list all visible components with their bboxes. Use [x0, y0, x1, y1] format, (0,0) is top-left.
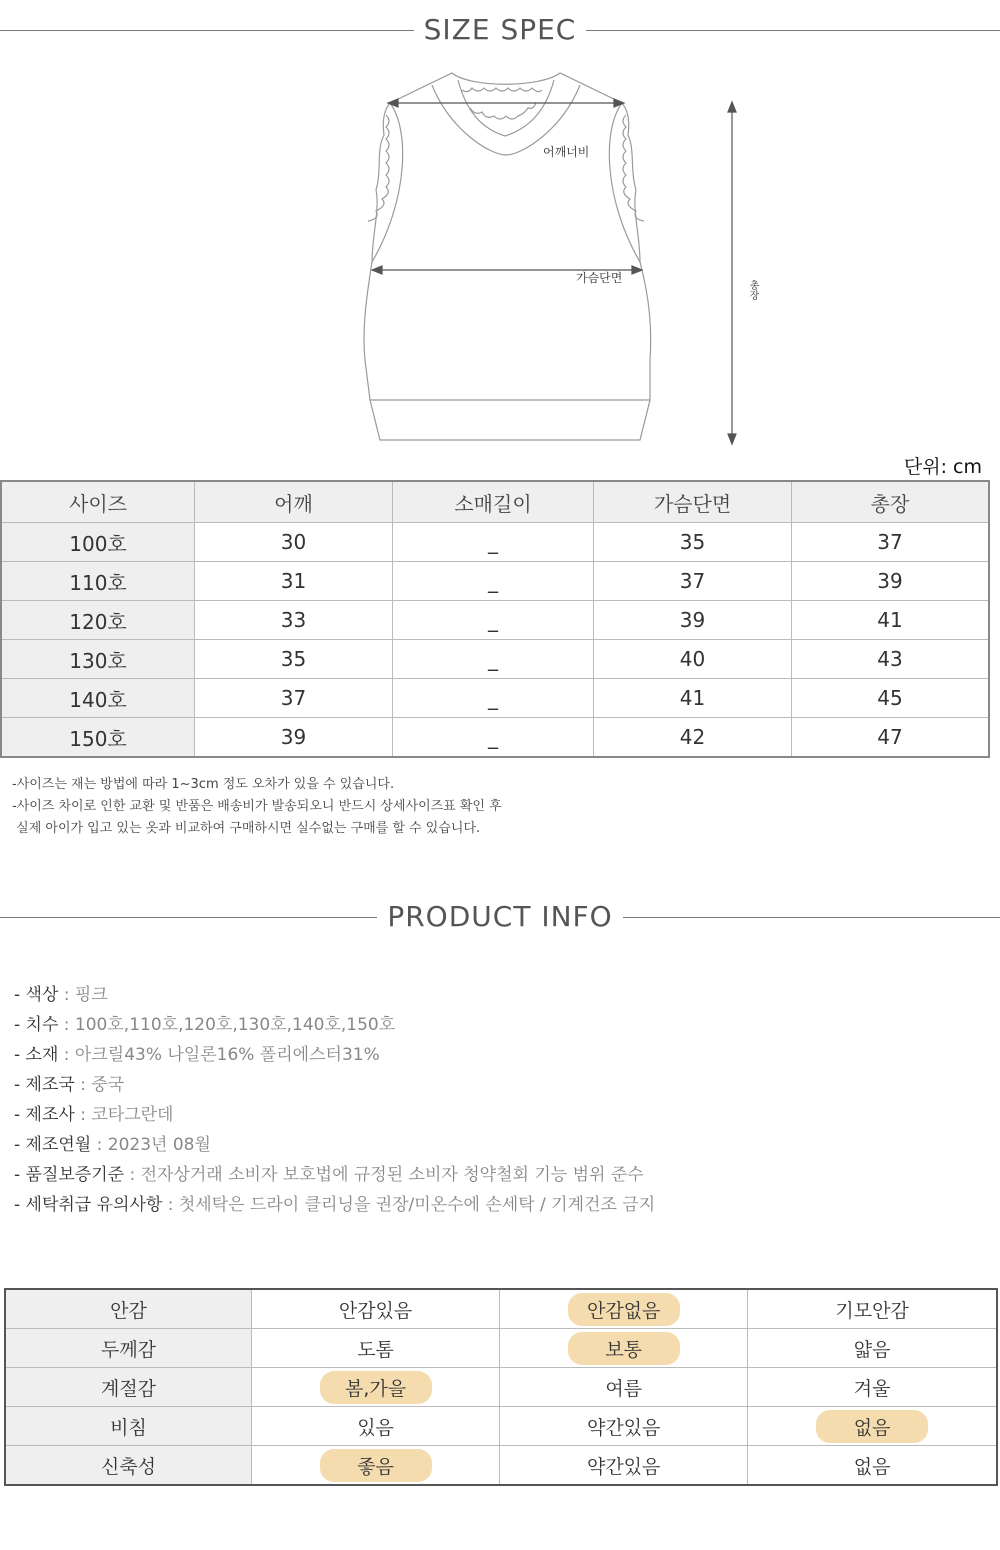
chest-label: 가슴단면	[576, 271, 623, 285]
shoulder-cell: 31	[195, 562, 393, 601]
chest-cell: 39	[594, 601, 792, 640]
property-label: 신축성	[5, 1446, 252, 1486]
length-cell: 45	[792, 679, 990, 718]
option-pill: 기모안감	[835, 1299, 909, 1322]
property-label: 비침	[5, 1407, 252, 1446]
table-row	[1, 562, 989, 601]
size-cell: 110호	[1, 562, 195, 601]
shoulder-label: 어깨너비	[543, 145, 590, 159]
property-row-seethrough	[5, 1407, 997, 1446]
sleeve-cell: _	[393, 679, 594, 718]
option-pill: 겨울	[853, 1377, 891, 1400]
option-pill: 여름	[605, 1377, 643, 1400]
properties-table	[4, 1288, 998, 1486]
option-pill: 보통	[568, 1332, 680, 1365]
option-pill: 좋음	[320, 1449, 432, 1482]
unit-label: 단위: cm	[903, 456, 982, 478]
table-row	[1, 601, 989, 640]
chest-cell: 40	[594, 640, 792, 679]
header-sleeve: 소매길이	[393, 481, 594, 523]
chest-cell: 41	[594, 679, 792, 718]
option-pill: 있음	[357, 1416, 394, 1439]
option-pill: 안감없음	[568, 1293, 680, 1326]
property-label: 두께감	[5, 1329, 252, 1368]
property-label: 안감	[5, 1289, 252, 1329]
option-pill: 도톰	[357, 1338, 394, 1361]
length-cell: 43	[792, 640, 990, 679]
chest-cell: 42	[594, 718, 792, 758]
header-chest: 가슴단면	[594, 481, 792, 523]
product-info-heading	[0, 897, 1000, 937]
table-row	[1, 718, 989, 758]
shoulder-cell: 39	[195, 718, 393, 758]
option-pill: 없음	[853, 1455, 891, 1478]
header-shoulder: 어깨	[195, 481, 393, 523]
size-table-header	[1, 481, 989, 523]
note-line: -사이즈 차이로 인한 교환 및 반품은 배송비가 발송되오니 반드시 상세사이즈표 확인 후	[12, 799, 502, 814]
option-pill: 안감있음	[338, 1299, 413, 1322]
info-item-date: - 제조연월 : 2023년 08월	[14, 1135, 211, 1155]
info-item-size: - 치수 : 100호,110호,120호,130호,140호,150호	[14, 1015, 396, 1035]
header-size: 사이즈	[1, 481, 195, 523]
header-length: 총장	[792, 481, 990, 523]
vest-diagram	[340, 60, 780, 460]
length-cell: 39	[792, 562, 990, 601]
info-item-manufacturer: - 제조사 : 코타그란데	[14, 1105, 174, 1125]
note-line: -사이즈는 재는 방법에 따라 1~3cm 정도 오차가 있을 수 있습니다.	[12, 777, 395, 792]
length-cell: 47	[792, 718, 990, 758]
shoulder-cell: 30	[195, 523, 393, 562]
length-label: 총장	[747, 280, 758, 300]
property-row-thickness	[5, 1329, 997, 1368]
sleeve-cell: _	[393, 562, 594, 601]
size-cell: 130호	[1, 640, 195, 679]
property-row-season	[5, 1368, 997, 1407]
size-spec-heading	[0, 10, 1000, 50]
shoulder-cell: 35	[195, 640, 393, 679]
table-row	[1, 679, 989, 718]
sleeve-cell: _	[393, 523, 594, 562]
sleeve-cell: _	[393, 640, 594, 679]
size-cell: 120호	[1, 601, 195, 640]
note-line: 실제 아이가 입고 있는 옷과 비교하여 구매하시면 실수없는 구매를 할 수 있습니다.	[12, 821, 481, 836]
chest-cell: 37	[594, 562, 792, 601]
table-row	[1, 640, 989, 679]
size-cell: 150호	[1, 718, 195, 758]
option-pill: 약간있음	[586, 1416, 661, 1439]
info-item-warranty: - 품질보증기준 : 전자상거래 소비자 보호법에 규정된 소비자 청약철회 기능 범위 준수	[14, 1165, 644, 1185]
product-info-title: PRODUCT INFO	[377, 900, 622, 933]
option-pill: 약간있음	[586, 1455, 661, 1478]
chest-cell: 35	[594, 523, 792, 562]
sleeve-cell: _	[393, 718, 594, 758]
info-item-material: - 소재 : 아크릴43% 나일론16% 폴리에스터31%	[14, 1045, 380, 1065]
option-pill: 없음	[816, 1410, 928, 1443]
size-notes	[12, 774, 502, 840]
option-pill: 얇음	[853, 1338, 891, 1361]
info-item-color: - 색상 : 핑크	[14, 985, 108, 1005]
property-row-stretch	[5, 1446, 997, 1486]
sleeve-cell: _	[393, 601, 594, 640]
info-item-country: - 제조국 : 중국	[14, 1075, 125, 1095]
length-cell: 37	[792, 523, 990, 562]
size-cell: 140호	[1, 679, 195, 718]
length-cell: 41	[792, 601, 990, 640]
shoulder-cell: 37	[195, 679, 393, 718]
property-label: 계절감	[5, 1368, 252, 1407]
size-spec-title: SIZE SPEC	[414, 13, 587, 46]
size-cell: 100호	[1, 523, 195, 562]
table-row	[1, 523, 989, 562]
option-pill: 봄,가을	[320, 1371, 432, 1404]
property-row-lining	[5, 1289, 997, 1329]
size-table	[0, 480, 990, 758]
product-info-list	[14, 980, 655, 1220]
info-item-washing: - 세탁취급 유의사항 : 첫세탁은 드라이 클리닝을 권장/미온수에 손세탁 / 기계건조 금지	[14, 1195, 656, 1215]
shoulder-cell: 33	[195, 601, 393, 640]
